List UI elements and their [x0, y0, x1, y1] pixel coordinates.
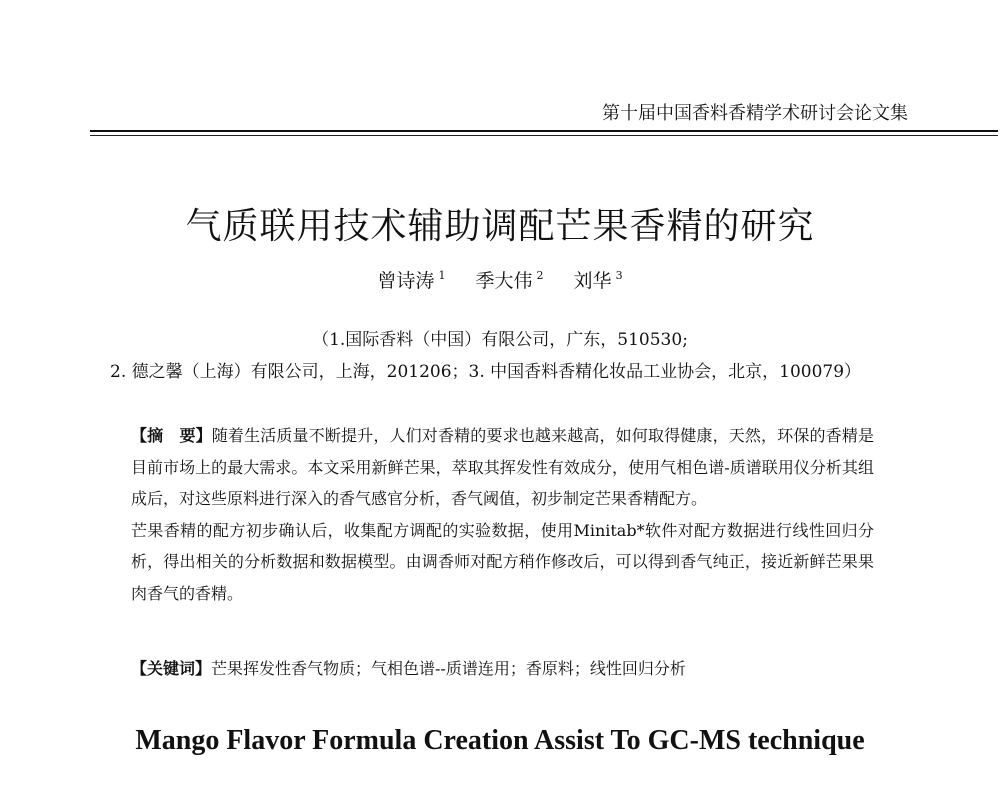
- english-title: Mango Flavor Formula Creation Assist To GC-MS technique: [135, 725, 865, 756]
- affiliation-line-2: 2. 德之馨（上海）有限公司，上海，201206；3. 中国香料香精化妆品工业协会，北京，100079）: [110, 362, 862, 382]
- running-header: 第十届中国香料香精学术研讨会论文集: [602, 103, 908, 124]
- author: [574, 270, 623, 292]
- author-list: [0, 266, 1000, 293]
- abstract-paragraph-1: [131, 420, 874, 515]
- author-name: 季大伟: [475, 270, 533, 292]
- abstract-label: 【摘 要】: [131, 426, 212, 445]
- abstract-paragraph-2: 芒果香精的配方初步确认后，收集配方调配的实验数据，使用Minitab*软件对配方数据进行线性回归分析，得出相关的分析数据和数据模型。由调香师对配方稍作修改后，可以得到香气纯正，接近新鲜芒果果肉香气的香精。: [131, 520, 874, 603]
- author: [475, 270, 543, 292]
- paper-title: 气质联用技术辅助调配芒果香精的研究: [185, 206, 815, 247]
- author: [377, 270, 445, 292]
- author-name: 曾诗涛: [377, 270, 435, 292]
- abstract-text-1: 随着生活质量不断提升，人们对香精的要求也越来越高，如何取得健康，天然，环保的香精是目前市场上的最大需求。本文采用新鲜芒果，萃取其挥发性有效成分，使用气相色谱-质谱联用仪分析其组成后，对这些原料进行深入的香气感官分析，香气阈值，初步制定芒果香精配方。: [131, 426, 874, 509]
- affiliation-line-1: （1.国际香料（中国）有限公司，广东，510530;: [312, 330, 688, 350]
- header-rule: [90, 130, 998, 132]
- keywords-text: 芒果挥发性香气物质；气相色谱--质谱连用；香原料；线性回归分析: [211, 659, 686, 678]
- keywords: [131, 656, 686, 679]
- author-name: 刘华: [573, 270, 612, 292]
- author-affiliation-mark: 1: [438, 269, 446, 282]
- header-rule-thin: [90, 135, 998, 136]
- author-affiliation-mark: 3: [615, 269, 623, 282]
- keywords-label: 【关键词】: [131, 659, 212, 678]
- abstract: [131, 420, 874, 610]
- author-affiliation-mark: 2: [536, 269, 544, 282]
